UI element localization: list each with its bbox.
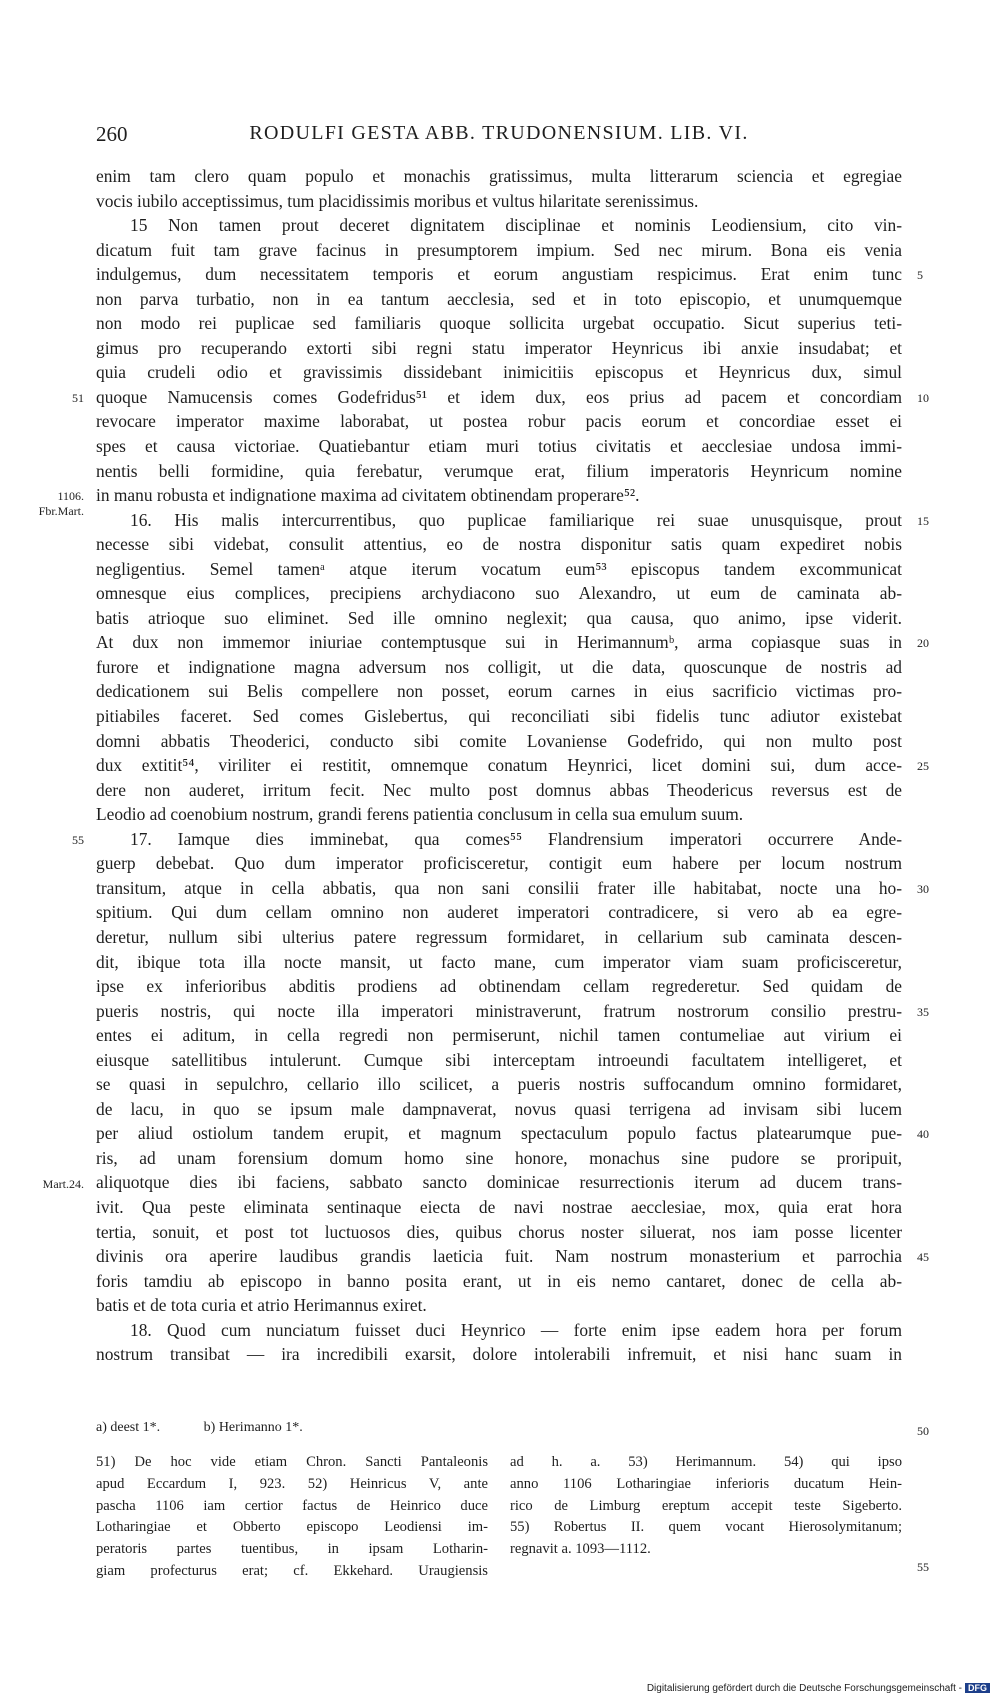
text-line: necesse sibi videbat, consulit attentius, eo de nostra disponitur satis quam expediret nobis: [96, 534, 902, 555]
margin-note: 1106.: [57, 489, 84, 504]
text-line: dit, ibique tota illa nocte mansit, ut facto mane, cum imperator viam suam proficisceretur,: [96, 951, 902, 972]
text-line: omnesque eius complices, precipiens archydiacono suo Alexandro, ut eum de caminata ab-: [96, 583, 902, 604]
margin-note: 51: [72, 390, 84, 405]
text-line: quoque Namucensis comes Godefridus⁵¹ et idem dux, eos prius ad pacem et concordiam: [96, 386, 902, 407]
text-line: guerp debebat. Quo dum imperator proficisceretur, contigit eum habere per locum nostrum: [96, 853, 902, 874]
text-line: revocare imperator maxime laborabat, ut postea robur pacis eorum et concordiae esset ei: [96, 411, 902, 432]
text-line: 15 Non tamen prout deceret dignitatem disciplinae et nominis Leodiensium, cito vin-: [130, 215, 902, 236]
text-line: gimus pro recuperando extorti sibi regni statu imperator Heynricus ibi anxie insudabat; et: [96, 337, 902, 358]
footnote-line: pascha 1106 iam certior factus de Heinrico duce: [96, 1497, 488, 1514]
line-number: 20: [917, 636, 929, 651]
text-line: eiusque satellitibus intulerunt. Cumque sibi interceptam introeundi facultatem intelligeret, et: [96, 1049, 902, 1070]
text-line: dicatum fuit tam grave facinus in presumptorem impium. Sed nec mirum. Bona eis venia: [96, 239, 902, 260]
footnotes-column-right: [510, 1452, 902, 1561]
text-line: 17. Iamque dies imminebat, qua comes⁵⁵ Flandrensium imperatori occurrere Ande-: [130, 828, 902, 849]
line-number: 40: [917, 1127, 929, 1142]
text-line: entes ei aditum, in cella regredi non permiserunt, nichil tamen contumeliae aut virium ei: [96, 1025, 902, 1046]
apparatus-note-a: a) deest 1*.: [96, 1420, 161, 1435]
text-line: 16. His malis intercurrentibus, quo puplicae familiarique rei suae unusquisque, prout: [130, 509, 902, 530]
line-number: 15: [917, 513, 929, 528]
text-line: foris tamdiu ab episcopo in banno posita erant, ut in eis nemo cantaret, donec de cella ab-: [96, 1270, 902, 1291]
text-line: furore et indignatione magna adversum nos colligit, ut die data, quoscunque de nostris ad: [96, 656, 902, 677]
text-line: non modo rei puplicae sed familiaris quoque sollicita urgebat occupatio. Sicut superius teti-: [96, 313, 902, 334]
page-number: 260: [96, 122, 128, 146]
text-line: non parva turbatio, non in ea tantum aecclesia, sed et in toto episcopio, et unumquemque: [96, 288, 902, 309]
footnote-line: 51) De hoc vide etiam Chron. Sancti Pantaleonis: [96, 1454, 488, 1470]
dfg-logo-icon: DFG: [965, 1683, 990, 1693]
text-line: ivit. Qua peste eliminata sentinaque eiecta de navi nostrae aecclesiae, mox, quia erat hora: [96, 1196, 902, 1217]
line-number: 10: [917, 390, 929, 405]
text-line: pueris nostris, qui nocte illa imperatori ministraverunt, fratrum nostrorum consilio prestru-: [96, 1000, 902, 1021]
footnote-line: regnavit a. 1093—1112.: [510, 1541, 651, 1558]
critical-apparatus: [96, 1420, 902, 1436]
footnote-line: anno 1106 Lotharingiae inferioris ducatum Hein-: [510, 1475, 902, 1492]
text-line: quia crudeli odio et gravissimis dissidebant inimicitiis episcopus et Heynricus dux, simul: [96, 362, 902, 383]
text-line: de lacu, in quo se ipsum male dampnaverat, novus quasi terrigena ad invisam sibi lucem: [96, 1098, 902, 1119]
footer-credit: [647, 1683, 990, 1694]
footnote-line: apud Eccardum I, 923. 52) Heinricus V, ante: [96, 1475, 488, 1492]
text-line: transitum, atque in cella abbatis, qua non sani consilii frater ille habitabat, nocte una ho-: [96, 877, 902, 898]
text-line: spes et causa victoriae. Quatiebantur etiam muri totius civitatis et aecclesiae undosa immi-: [96, 436, 902, 457]
margin-note: Fbr.Mart.: [38, 503, 84, 518]
text-line: batis et de tota curia et atrio Herimannus exiret.: [96, 1295, 427, 1316]
text-line: Leodio ad coenobium nostrum, grandi ferens patientia conclusum in cella sua emulum suum.: [96, 804, 744, 825]
text-line: deretur, nullum sibi ulterius patere regressum formidaret, in cellarium sub caminata descen-: [96, 926, 902, 947]
text-line: ipse ex inferioribus abditis prodiens ad obtinendam cellam regrederetur. Sed quidam de: [96, 976, 902, 997]
text-line: se quasi in sepulchro, cellario illo scilicet, a pueris nostris suffocandum omnino formidaret,: [96, 1074, 902, 1095]
line-number: 45: [917, 1250, 929, 1265]
footnotes-column-left: [96, 1452, 488, 1583]
text-line: pitiabiles faceret. Sed comes Gislebertus, qui reconciliati sibi fidelis tunc adiutor existebat: [96, 706, 902, 727]
text-line: divinis ora aperire laudibus grandis laeticia fuit. Nam nostrum monasterium et parrochia: [96, 1246, 902, 1267]
line-number: 35: [917, 1004, 929, 1019]
main-text: [96, 164, 902, 1367]
text-line: in manu robusta et indignatione maxima ad civitatem obtinendam properare⁵².: [96, 485, 640, 506]
text-line: 18. Quod cum nunciatum fuisset duci Heynrico — forte enim ipse eadem hora per forum: [130, 1319, 902, 1340]
page-header: [96, 122, 902, 156]
line-number: 5: [917, 268, 923, 283]
text-line: nentis belli formidine, quia ferebatur, verumque erat, filium imperatoris Heynricum nomine: [96, 460, 902, 481]
text-line: tertia, sonuit, et post tot luctuosos dies, quibus chorus noster siluerat, nos iam posse licenter: [96, 1221, 902, 1242]
text-line: ris, ad unam forensium domum homo sine honore, monachus sine pudore se proripuit,: [96, 1147, 902, 1168]
footnote-line: peratoris partes tuentibus, in ipsam Lotharin-: [96, 1541, 488, 1558]
footnote-line: giam profecturus erat; cf. Ekkehard. Uraugiensis: [96, 1562, 488, 1579]
text-line: dedicationem sui Belis compellere non posset, eorum carnes in eius sacrificio victimas pro-: [96, 681, 902, 702]
text-line: nostrum transibat — ira incredibili exarsit, dolore intolerabili infremuit, et nisi hanc suam in: [96, 1344, 902, 1365]
footer-text: Digitalisierung gefördert durch die Deutsche Forschungsgemeinschaft -: [646, 1683, 962, 1694]
apparatus-note-b: b) Herimanno 1*.: [203, 1420, 303, 1435]
line-number: 55: [917, 1560, 929, 1574]
text-line: aliquotque dies ibi faciens, sabbato sancto dominicae resurrectionis iterum ad ducem trans-: [96, 1172, 902, 1193]
footnote-line: rico de Limburg ereptum accepit teste Sigeberto.: [510, 1497, 902, 1514]
footnote-line: ad h. a. 53) Herimannum. 54) qui ipso: [510, 1454, 902, 1470]
margin-note: 55: [72, 832, 84, 847]
text-line: At dux non immemor iniuriae contemptusque sui in Herimannumᵇ, arma copiasque suas in: [96, 632, 902, 653]
text-line: vocis iubilo acceptissimus, tum placidissimis moribus et vultus hilaritate serenissimus.: [96, 190, 699, 211]
text-line: dux extitit⁵⁴, viriliter ei restitit, omnemque conatum Heynrici, licet domini sui, dum acce-: [96, 755, 902, 776]
text-line: indulgemus, dum necessitatem temporis et eorum angustiam respicimus. Erat enim tunc: [96, 264, 902, 285]
line-number: 50: [917, 1424, 929, 1438]
margin-note: Mart.24.: [42, 1176, 84, 1191]
text-line: batis atrioque suo eliminet. Sed ille omnino neglexit; qua causa, quo animo, ipse viderit.: [96, 607, 902, 628]
line-number: 25: [917, 759, 929, 774]
text-line: spitium. Qui dum cellam omnino non auderet imperatori contradicere, si vero ab ea egre-: [96, 902, 902, 923]
text-line: dere non auderet, irritum fecit. Nec multo post domnus abbas Theodericus reversus est de: [96, 779, 902, 800]
running-title: RODULFI GESTA ABB. TRUDONENSIUM. LIB. VI.: [249, 122, 749, 144]
text-line: enim tam clero quam populo et monachis gratissimus, multa litterarum sciencia et egregiae: [96, 166, 902, 186]
text-line: negligentius. Semel tamenᵃ atque iterum vocatum eum⁵³ episcopus tandem excommunicat: [96, 558, 902, 579]
text-line: domni abbatis Theoderici, conducto sibi comite Lovaniense Godefrido, qui non multo post: [96, 730, 902, 751]
footnote-line: 55) Robertus II. quem vocant Hierosolymitanum;: [510, 1519, 902, 1536]
text-line: per aliud ostiolum tandem erupit, et magnum spectaculum populo factus platearumque pue-: [96, 1123, 902, 1144]
line-number: 30: [917, 881, 929, 896]
footnote-line: Lotharingiae et Obberto episcopo Leodiensi im-: [96, 1519, 488, 1536]
